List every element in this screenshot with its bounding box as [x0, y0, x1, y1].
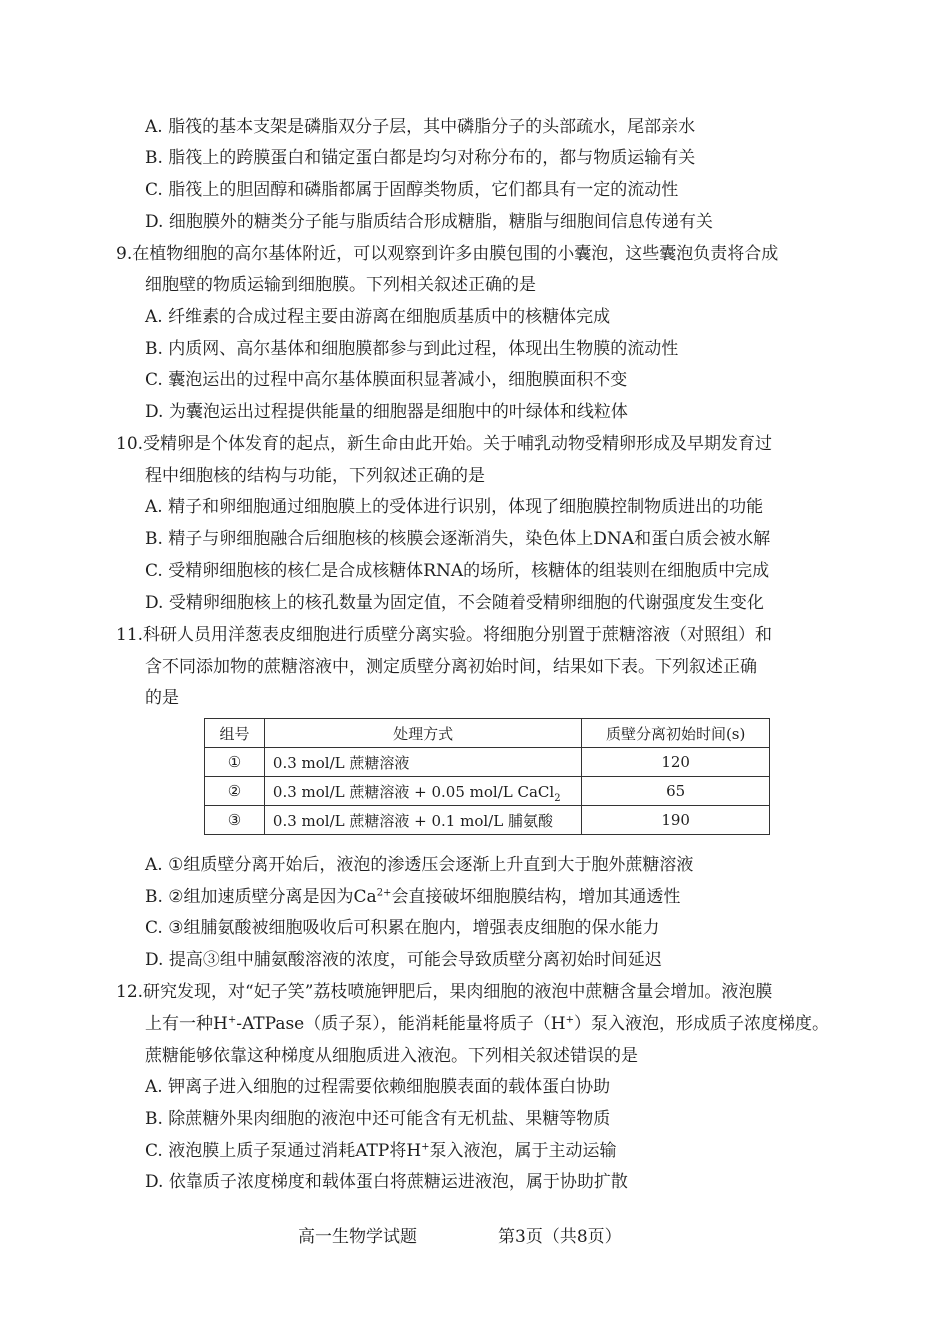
table-cell-treatment: [264, 748, 581, 777]
footer-page-number: 第3页（共8页）: [498, 1227, 622, 1247]
q10-stem-line2: 程中细胞核的结构与功能，下列叙述正确的是: [145, 466, 485, 486]
stem-text: 上有一种H: [145, 1014, 228, 1034]
q12-stem-line2: [145, 1014, 829, 1034]
q10-option-a: A. 精子和卵细胞通过细胞膜上的受体进行识别，体现了细胞膜控制物质进出的功能: [145, 497, 764, 517]
q9-option-c: C. 囊泡运出的过程中高尔基体膜面积显著减小，细胞膜面积不变: [145, 370, 628, 390]
q10-stem-line1: [116, 434, 772, 454]
option-text: 泵入液泡，属于主动运输: [429, 1141, 617, 1161]
q10-option-b: B. 精子与卵细胞融合后细胞核的核膜会逐渐消失，染色体上DNA和蛋白质会被水解: [145, 529, 771, 549]
q9-stem-line2: 细胞壁的物质运输到细胞膜。下列相关叙述正确的是: [145, 275, 536, 295]
q11-option-a: A. ①组质壁分离开始后，液泡的渗透压会逐渐上升直到大于胞外蔗糖溶液: [145, 855, 694, 875]
footer-subject: 高一生物学试题: [298, 1227, 417, 1247]
q12-stem-line1: [116, 982, 772, 1002]
q12-option-c: [145, 1141, 617, 1161]
option-text: B. ②组加速质壁分离是因为Ca: [145, 887, 377, 907]
table-cell-group: ①: [205, 748, 265, 777]
q10-option-c: C. 受精卵细胞核的核仁是合成核糖体RNA的场所，核糖体的组装则在细胞质中完成: [145, 561, 770, 581]
table-header-time: 质壁分离初始时间(s): [582, 719, 770, 748]
superscript: 2+: [376, 887, 392, 899]
q10-option-d: D. 受精卵细胞核上的核孔数量为固定值，不会随着受精卵细胞的代谢强度发生变化: [145, 593, 764, 613]
table-cell-time: 190: [582, 806, 770, 835]
table-header-row: [205, 719, 770, 748]
q12-option-a: A. 钾离子进入细胞的过程需要依赖细胞膜表面的载体蛋白协助: [145, 1077, 611, 1097]
q11-option-b: [145, 887, 680, 907]
q8-option-a: A. 脂筏的基本支架是磷脂双分子层，其中磷脂分子的头部疏水，尾部亲水: [145, 117, 696, 137]
q8-option-b: B. 脂筏上的跨膜蛋白和锚定蛋白都是均匀对称分布的，都与物质运输有关: [145, 148, 696, 168]
q12-stem-text: 研究发现，对“妃子笑”荔枝喷施钾肥后，果肉细胞的液泡中蔗糖含量会增加。液泡膜: [143, 982, 773, 1002]
q11-stem-text: 科研人员用洋葱表皮细胞进行质壁分离实验。将细胞分别置于蔗糖溶液（对照组）和: [143, 625, 773, 645]
q11-stem-line3: 的是: [145, 688, 179, 708]
table-cell-group: ②: [205, 777, 265, 806]
table-cell-time: 65: [582, 777, 770, 806]
stem-text: -ATPase（质子泵），能消耗能量将质子（H: [236, 1014, 566, 1034]
table-row: [205, 748, 770, 777]
treatment-subscript: 2: [554, 792, 561, 804]
q11-stem-line1: [116, 625, 772, 645]
q9-option-a: A. 纤维素的合成过程主要由游离在细胞质基质中的核糖体完成: [145, 307, 611, 327]
q11-data-table: [204, 718, 770, 835]
superscript: +: [421, 1141, 430, 1153]
q12-number: 12.: [116, 982, 144, 1002]
q9-option-d: D. 为囊泡运出过程提供能量的细胞器是细胞中的叶绿体和线粒体: [145, 402, 628, 422]
q11-option-c: C. ③组脯氨酸被细胞吸收后可积累在胞内，增强表皮细胞的保水能力: [145, 918, 660, 938]
q8-option-c: C. 脂筏上的胆固醇和磷脂都属于固醇类物质，它们都具有一定的流动性: [145, 180, 679, 200]
q10-stem-text: 受精卵是个体发育的起点，新生命由此开始。关于哺乳动物受精卵形成及早期发育过: [143, 434, 773, 454]
option-text: 会直接破坏细胞膜结构，增加其通透性: [391, 887, 681, 907]
superscript: +: [565, 1014, 574, 1026]
treatment-text: 0.3 mol/L 蔗糖溶液: [272, 753, 410, 772]
q11-number: 11.: [116, 625, 144, 645]
table-cell-time: 120: [582, 748, 770, 777]
table-header-treatment: 处理方式: [264, 719, 581, 748]
table-row: [205, 806, 770, 835]
option-text: C. 液泡膜上质子泵通过消耗ATP将H: [145, 1141, 422, 1161]
q9-number: 9.: [116, 244, 133, 264]
q11-option-d: D. 提高③组中脯氨酸溶液的浓度，可能会导致质壁分离初始时间延迟: [145, 950, 662, 970]
q10-number: 10.: [116, 434, 144, 454]
q9-option-b: B. 内质网、高尔基体和细胞膜都参与到此过程，体现出生物膜的流动性: [145, 339, 679, 359]
table-header-group: 组号: [205, 719, 265, 748]
q8-option-d: D. 细胞膜外的糖类分子能与脂质结合形成糖脂，糖脂与细胞间信息传递有关: [145, 212, 713, 232]
treatment-text: 0.3 mol/L 蔗糖溶液 + 0.1 mol/L 脯氨酸: [272, 811, 553, 830]
table-cell-group: ③: [205, 806, 265, 835]
table-cell-treatment: [264, 806, 581, 835]
treatment-text: 0.3 mol/L 蔗糖溶液 + 0.05 mol/L CaCl: [272, 782, 555, 801]
stem-text: ）泵入液泡，形成质子浓度梯度。: [573, 1014, 829, 1034]
table-row: [205, 777, 770, 806]
q12-option-b: B. 除蔗糖外果肉细胞的液泡中还可能含有无机盐、果糖等物质: [145, 1109, 611, 1129]
superscript: +: [227, 1014, 237, 1026]
table-cell-treatment: [264, 777, 581, 806]
q9-stem-line1: [116, 244, 778, 264]
q12-stem-line3: 蔗糖能够依靠这种梯度从细胞质进入液泡。下列相关叙述错误的是: [145, 1046, 638, 1066]
q11-stem-line2: 含不同添加物的蔗糖溶液中，测定质壁分离初始时间，结果如下表。下列叙述正确: [145, 657, 757, 677]
q12-option-d: D. 依靠质子浓度梯度和载体蛋白将蔗糖运进液泡，属于协助扩散: [145, 1172, 628, 1192]
q9-stem-text: 在植物细胞的高尔基体附近，可以观察到许多由膜包围的小囊泡，这些囊泡负责将合成: [132, 244, 779, 264]
